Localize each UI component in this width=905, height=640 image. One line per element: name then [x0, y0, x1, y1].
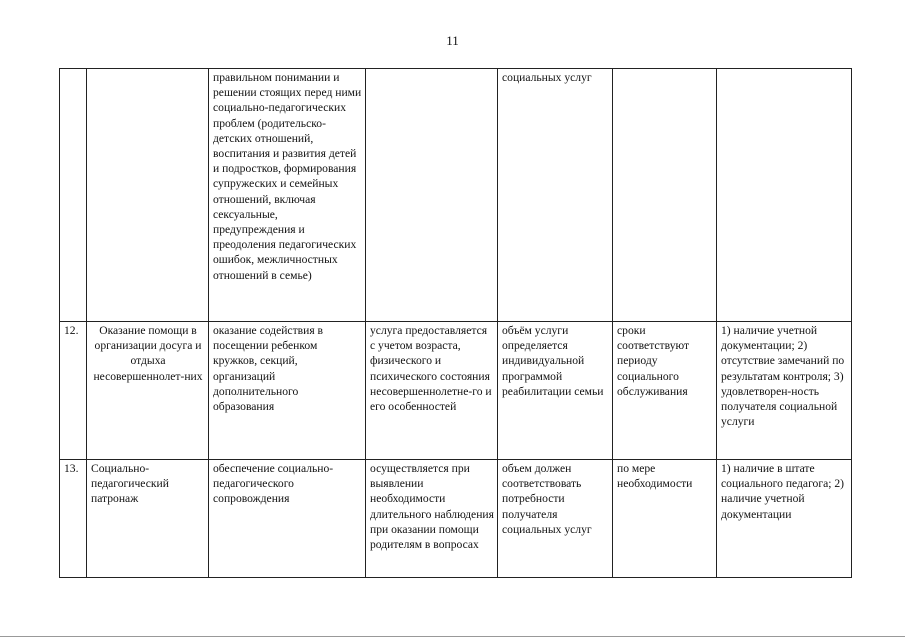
table-row	[60, 460, 852, 578]
service-conditions: услуга предоставляется с учетом возраста, физического и психического состояния несовершеннолетне-го и его особенностей	[366, 322, 498, 460]
row-number: 13.	[60, 460, 87, 578]
service-terms	[613, 69, 717, 322]
service-quality: 1) наличие учетной документации; 2) отсутствие замечаний по результатам контроля; 3) удовлетворен-ность получателя социальной услуги	[717, 322, 852, 460]
service-name	[87, 69, 209, 322]
service-terms: сроки соответствуют периоду социального обслуживания	[613, 322, 717, 460]
service-conditions: осуществляется при выявлении необходимости длительного наблюдения при оказании помощи родителям в вопросах	[366, 460, 498, 578]
bottom-rule	[0, 636, 905, 637]
service-description: оказание содействия в посещении ребенком кружков, секций, организаций дополнительного образования	[209, 322, 366, 460]
table-row	[60, 69, 852, 322]
row-number: 12.	[60, 322, 87, 460]
table-row	[60, 322, 852, 460]
row-number	[60, 69, 87, 322]
service-volume: объём услуги определяется индивидуальной программой реабилитации семьи	[498, 322, 613, 460]
service-quality: 1) наличие в штате социального педагога; 2) наличие учетной документации	[717, 460, 852, 578]
page-number: 11	[446, 33, 459, 48]
services-table	[59, 68, 852, 578]
service-volume: социальных услуг	[498, 69, 613, 322]
service-name: Оказание помощи в организации досуга и отдыха несовершеннолет-них	[87, 322, 209, 460]
service-conditions	[366, 69, 498, 322]
service-volume: объем должен соответствовать потребности получателя социальных услуг	[498, 460, 613, 578]
service-name: Социально-педагогический патронаж	[87, 460, 209, 578]
service-terms: по мере необходимости	[613, 460, 717, 578]
service-quality	[717, 69, 852, 322]
service-description: обеспечение социально-педагогического сопровождения	[209, 460, 366, 578]
service-description: правильном понимании и решении стоящих перед ними социально-педагогических проблем (родительско-детских отношений, воспитания и развития детей и подростков, формирования супружеских и семейных отношений, включая сексуальные, предупреждения и преодоления педагогических ошибок, межличностных отношений в семье)	[209, 69, 366, 322]
